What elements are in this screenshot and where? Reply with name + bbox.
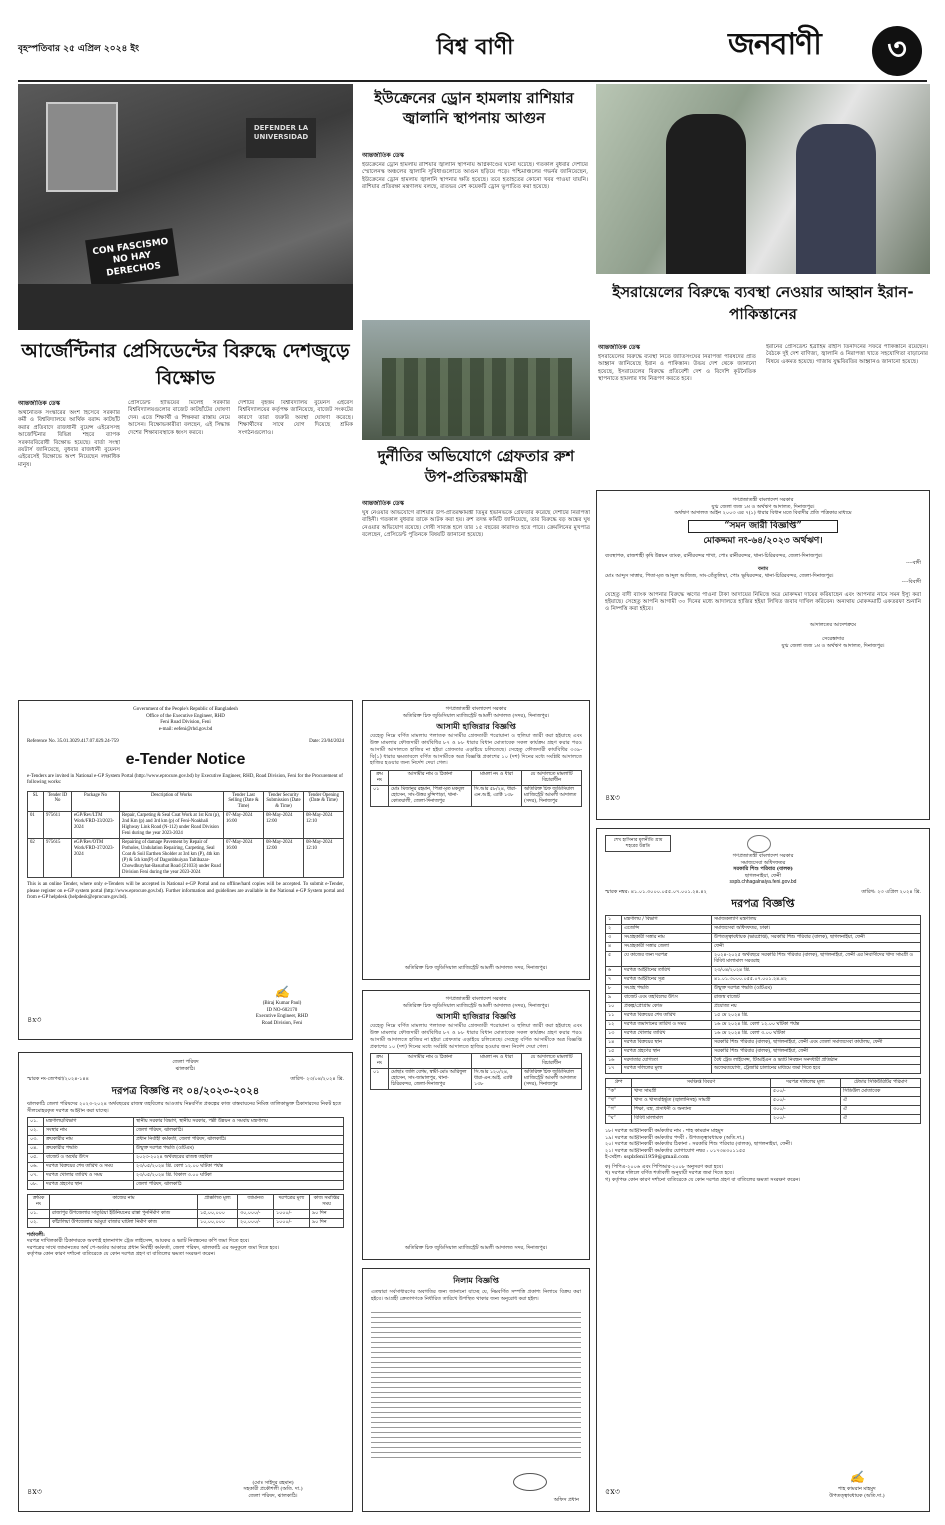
zila-works-table: ক্রমিক নং কাজের নাম প্রাক্কলিত মূল্য জামানত দরপত্রের মূল্য কাজ সমাপ্তির সময় ০১. রাজাপুর উপজেলার সাতুরিয়া ইউনিয়নের রাস্তা পুনর্নির্মাণ কাজ ১৫,০০,০০০ ৩০,০০০/- ১০০০/- ৯০ দিন ০২. কাঁঠালিয়া উপজেলার আমুয়া বাজার ঘাটলা নির্মাণ কাজ ১০,০০,০০০ ২০,০০০/- ১০০০/- ৯০ দিন <box>27 1194 344 1228</box>
zila-parishad-tender <box>18 1052 353 1512</box>
crowd-silhouette <box>18 284 353 330</box>
auction-notice <box>362 1268 590 1512</box>
table-row: ৯ বাজেট এবং তহবিলের উৎস রাজস্ব বাজেট <box>606 993 921 1002</box>
table-row: ০৭. দরপত্র খোলার তারিখ ও সময় ২৩/০৫/২০২৪ খ্রি. বিকাল ৩.০০ ঘটিকা <box>28 1171 344 1180</box>
etender-gov: Government of the People's Republic of Bangladesh <box>133 707 238 712</box>
etender-title: e-Tender Notice <box>125 750 246 768</box>
russia-headline: দুর্নীতির অভিযোগে গ্রেফতার রুশ উপ-প্রতিরক্ষামন্ত্রী <box>377 447 575 486</box>
zila-office: জেলা পরিষদ <box>172 1059 199 1065</box>
summons-title: “সমন জারী বিজ্ঞপ্তি” <box>688 520 838 533</box>
tender3-size: ৫x৩ <box>605 1487 620 1496</box>
summons-plaintiff-role: ----বাদী <box>905 559 921 566</box>
etender-ref: Reference No. 35.01.3029.417.07.029.24-759 <box>27 739 119 744</box>
table-row: “ক” খাদ্য সামগ্রী ৫০০/- সিডিউল মোতাবেক <box>606 1088 921 1097</box>
table-row: ২ এজেন্সি সমাজসেবা অধিদফতর, ঢাকা। <box>606 924 921 933</box>
russia-body: ঘুষ নেওয়ার অভিযোগে রাশিয়ার উপ-প্রতিরক্ষামন্ত্রী তিমুর ইভানভকে গ্রেফতার করেছে দেশটির নিরাপত্তা বাহিনী। গতকাল বুধবার তাকে আটক করা হয়। রুশ তদন্ত কমিটি জানিয়েছে, তার বিরুদ্ধে বড় অঙ্কের ঘুষ নেওয়ার অভিযোগ রয়েছে। দোষী সাব্যস্ত হলে তার ১৫ বছরের কারাদণ্ড হতে পারে। ক্রেমলিনের মুখপাত্র বলেছেন, প্রেসিডেন্ট পুতিনকে বিষয়টি জানানো হয়েছে। <box>362 510 590 539</box>
table-row: ৪ সংগ্রহকারী সত্তার জেলা ফেনী <box>606 942 921 951</box>
argentina-column-2: প্রেসিডেন্ট হাভিয়ের মিলেই সরকারি বিশ্ববিদ্যালয়গুলোর বাজেট কাটছাঁটের ঘোষণা দেন। এতে শিক্ষার্থী ও শিক্ষকরা রাস্তায় নেমে আসেন। বিক্ষোভকারীরা বলছেন, এই সিদ্ধান্ত দেশের শিক্ষাব্যবস্থাকে ধ্বংস করবে। <box>128 400 230 436</box>
etender-col-sl: SL <box>28 791 44 812</box>
court2-body: যেহেতু নিম্নে বর্ণিত মামলায় পলাতক আসামীর গ্রেফতারী পরোয়ানা ও হুলিয়া জারী করা হইয়াছে এবং উক্ত মামলার ফৌজদারী কার্যবিধির ৮৭ ও ৮৮ ধারার বিধান মোতাবেক সকল কার্যক্রম গ্রহণ করার পরও আসামী আদালতে হাজির না হইয়া গ্রেফতার এড়াইয়ে চলিতেছে। সেহেতু বর্ণিত আসামীকে অত্র বিজ্ঞপ্তি প্রকাশের ১০ (দশ) দিনের মধ্যে সংশ্লিষ্ট আদালতে হাজির হওয়ার জন্য নির্দেশ দেয়া গেল। <box>370 1023 582 1050</box>
masthead <box>0 0 945 84</box>
etender-email: e-mail: eefeni@rhd.gov.bd <box>158 726 213 732</box>
table-row: ০১. রাজাপুর উপজেলার সাতুরিয়া ইউনিয়নের রাস্তা পুনর্নির্মাণ কাজ ১৫,০০,০০০ ৩০,০০০/- ১০০০/- ৯০ দিন <box>28 1209 344 1218</box>
etender-col-security: Tender Security Submission (Date & Time) <box>264 791 304 812</box>
court-notice-1: গণপ্রজাতন্ত্রী বাংলাদেশ সরকার অতিরিক্ত চিফ জুডিসিয়াল ম্যাজিস্ট্রেট আমলী আদালত (সদর), দিনাজপুর। আসামী হাজিরার বিজ্ঞপ্তি যেহেতু নিম্নে বর্ণিত মামলায় পলাতক আসামীর গ্রেফতারী পরোয়ানা ও হুলিয়া জারী করা হইয়াছে এবং উক্ত মামলার ফৌজদারী কার্যবিধির ৮৭ ও ৮৮ ধারার বিধান মোতাবেক সকল কার্যক্রম গ্রহণ করার পরও আসামী আদালতে হাজির না হইয়া গ্রেফতার এড়াইয়ে চলিতেছে। সেহেতু ফৌজদারী কার্যবিধির ৩৩৯-বি(১) ধারার ক্ষমতাবলে বর্ণিত আসামীকে অত্র বিজ্ঞপ্তি প্রকাশের ১০ (দশ) দিনের মধ্যে সংশ্লিষ্ট আদালতে হাজির হওয়ার জন্য নির্দেশ দেয়া গেল। ক্রম নং আসামীর নাম ও ঠিকানা মামলা নং ও ধারা যে আদালতে মামলাটি বিচারাধীন ০১ মোঃ মিজানুর রহমান, পিতা-মৃত মকবুল হোসেন, সাং-উত্তর মুন্সিপাড়া, থানা-কোতয়ালী, জেলা-দিনাজপুর সি.আর ৫৮/২৪, ধারা-এন.আই. এ্যাক্ট ১৩৮ অতিরিক্ত চিফ জুডিসিয়াল ম্যাজিস্ট্রেট আমলী আদালত (সদর), দিনাজপুর অতিরিক্ত চিফ জুডিসিয়াল ম্যাজিস্ট্রেট আমলী আদালত সদর, দিনাজপুর। <box>362 700 590 980</box>
auction-office: অফিস প্রধান <box>553 1496 579 1503</box>
etender-col-id: Tender ID No <box>44 791 72 812</box>
summons-plaintiff: ব্যবস্থাপক, রাজশাহী কৃষি উন্নয়ন ব্যাংক, রানীরবন্দর শাখা, পোঃ রানীরবন্দর, থানা-চিরিরবন্দর, জেলা-দিনাজপুর। <box>605 553 823 559</box>
table-row: ০৫. বাজেট ও অর্থের উৎস ২০২৩-২০২৪ অর্থবছরের রাজস্ব তহবিল <box>28 1153 344 1162</box>
table-row: ০১ মোঃ মিজানুর রহমান, পিতা-মৃত মকবুল হোসেন, সাং-উত্তর মুন্সিপাড়া, থানা-কোতয়ালী, জেলা-দিনাজপুর সি.আর ৫৮/২৪, ধারা-এন.আই. এ্যাক্ট ১৩৮ অতিরিক্ত চিফ জুডিসিয়াল ম্যাজিস্ট্রেট আমলী আদালত (সদর), দিনাজপুর <box>371 786 582 807</box>
summons-versus: বনাম <box>758 566 768 572</box>
etender-intro: e-Tenders are invited in National e-GP System Portal (http://www.eprocure.gov.bd) by Executive Engineer, RHD, Road Division, Feni for the Procurement of following works: <box>27 773 343 785</box>
zila-term: দরপত্র দাখিলকারী ঠিকাদারকে অবশ্যই হালনাগাদ ট্রেড লাইসেন্স, আয়কর ও ভ্যাট নিবন্ধনের কপি জমা দিতে হবে। <box>27 1238 250 1245</box>
shishu-paribar-tender: শেখ হাসিনার মূলনীতি গ্রাম শহরের উন্নতি গণপ্রজাতন্ত্রী বাংলাদেশ সরকার সমাজসেবা অধিদফতর সরকারি শিশু পরিবার (বালক) ছাগলনাইয়া, ফেনী sspb.chhagalnaiya.feni.gov.bd স্মারক নম্বর: ৪১.০১.৩০০০.০৫৫.০৭.০০১.২৪.৪২ তারিখ: ২৩ এপ্রিল ২০২৪ খ্রি. দরপত্র বিজ্ঞপ্তি ১ মন্ত্রণালয় / বিভাগ সমাজকল্যাণ মন্ত্রণালয় ২ এজেন্সি সমাজসেবা অধিদফতর, ঢাকা। ৩ সংগ্রহকারী সত্তার নাম উপতত্ত্বাবধায়ক (ভারপ্রাপ্ত), সরকারি শিশু পরিবার (বালক), ছাগলনাইয়া, ফেনী ৪ সংগ্রহকারী সত্তার জেলা ফেনী ৫ যে কাজের জন্য দরপত্র ২০২৪-২০২৫ অর্থবছরে সরকারি শিশু পরিবার (বালক), ছাগলনাইয়া, ফেনী এর নিবাসীদের খাদ্য সামগ্রী ও বিবিধ মালামাল সরবরাহ ৬ দরপত্র আহ্বানের তারিখ ২৩/০৪/২০২৪ খ্রি. ৭ দরপত্র আহ্বানের সূত্র ৪১.০১.৩০০০.০৫৫.০৭.০০১.২৪.৪২ ৮ সংগ্রহ পদ্ধতি উন্মুক্ত দরপত্র পদ্ধতি (ওটিএম) ৯ বাজেট এবং তহবিলের উৎস রাজস্ব বাজেট ১০ প্রকল্প/প্রোগ্রাম কোড প্রযোজ্য নয় ১১ দরপত্র বিক্রয়ের শেষ তারিখ ১৫ মে ২০২৪ খ্রি. ১২ দরপত্র জমাদানের তারিখ ও সময় ১৬ মে ২০২৪ খ্রি. বেলা ১২.০০ ঘটিকা পর্যন্ত ১৩ দরপত্র খোলার তারিখ ১৬ মে ২০২৪ খ্রি. বেলা ৩.০০ ঘটিকা ১৪ দরপত্র বিক্রয়ের স্থান সরকারি শিশু পরিবার (বালক), ছাগলনাইয়া, ফেনী এবং জেলা সমাজসেবা কার্যালয়, ফেনী ১৫ দরপত্র গ্রহণের স্থান সরকারি শিশু পরিবার (বালক), ছাগলনাইয়া, ফেনী ১৬ দরদাতার যোগ্যতা বৈধ ট্রেড লাইসেন্স, টিআইএন ও ভ্যাট নিবন্ধন সনদধারী প্রতিষ্ঠান ১৭ দরপত্র দলিলের মূল্য অফেরতযোগ্য, ট্রেজারি চালানের মাধ্যমে জমা দিতে হবে গ্রুপ সংক্ষিপ্ত বিবরণ দরপত্র দলিলের মূল্য টেন্ডার সিকিউরিটির পরিমাণ “ক” খাদ্য সামগ্রী ৫০০/- সিডিউল মোতাবেক “খ” খাদ্য ও খাদ্যবহির্ভূত (জ্বালানিসহ) সামগ্রী ৫০০/- ঐ “গ” শিক্ষা, বস্ত্র, প্রসাধনী ও অন্যান্য ৩০০/- ঐ “ঘ” বিবিধ মালামাল ২০০/- ঐ ১৮। দরপত্র আহ্বানকারী কর্মকর্তার নাম : শাহ কামরান মাহমুদ ১৯। দরপত্র আহ্বানকারী কর্মকর্তার পদবী : উপতত্ত্বাবধায়ক (অতি.দা.) ২০। দরপত্র আহ্বানকারী কর্মকর্তার ঠিকানা : সরকারি শিশু পরিবার (বালক), ছাগলনাইয়া, ফেনী। ২১। দরপত্র আহ্বানকারী কর্মকর্তার যোগাযোগ নম্বর : ০১৭৩৪৩০১১৫৫ ই-মেইল: sspbfeni1959@gmail.com ক) পিপিএ-২০০৬ এবং পিপিআর-২০০৮ অনুসরণ করা হবে। খ) দরপত্র দলিলে বর্ণিত শর্তাবলী অনুযায়ী দরপত্র জমা দিতে হবে। গ) কর্তৃপক্ষ কোন কারণ দর্শানো ব্যতিরেকে যে কোন দরপত্র গ্রহণ বা বাতিলের ক্ষমতা সংরক্ষণ করেন। ✍ শাহ কামরান মাহমুদ উপতত্ত্বাবধায়ক (অতি.দা.) ৫x৩ <box>596 828 930 1512</box>
masthead-rule <box>18 80 927 82</box>
argentina-protest-photo <box>18 84 353 330</box>
zila-term: কর্তৃপক্ষ কোন কারণ দর্শানো ব্যতিরেকে যে কোন দরপত্র গ্রহণ বা বাতিলের ক্ষমতা সংরক্ষণ করেন। <box>27 1251 216 1258</box>
etender-division: Feni Road Division, Feni <box>160 720 211 725</box>
etender-table <box>27 791 344 879</box>
table-row: “গ” শিক্ষা, বস্ত্র, প্রসাধনী ও অন্যান্য ৩০০/- ঐ <box>606 1106 921 1115</box>
summons-order: আদালতের আদেশক্রমে <box>809 621 857 628</box>
summons-court: যুগ্ম জেলা জজ ১ম ও অর্থঋণ আদালত, দিনাজপুর। <box>711 503 815 510</box>
signature-scribble-icon: ✍ <box>849 1470 865 1484</box>
auction-filler-lines <box>371 1308 581 1458</box>
table-row: ০২. কাঁঠালিয়া উপজেলার আমুয়া বাজার ঘাটলা নির্মাণ কাজ ১০,০০,০০০ ২০,০০০/- ১০০০/- ৯০ দিন <box>28 1218 344 1227</box>
summons-size: ৪x৩ <box>605 792 620 802</box>
etender-col-selling: Tender Last Selling (Date & Time) <box>224 791 264 812</box>
table-row: 01 975611 eGP/Rev/LTM Work/FRD-33/2023-2024 Repair, Carpeting & Seal Coat Work at 1st Km (p), 2nd Km (p) and 3rd km (p) of Feni-Noakhali Highway Link Road (N-112) under Road Division Feni during the year 2023-2024 07-May-2024 16:00 08-May-2024 12:00 08-May-2024 12:10 <box>28 812 344 839</box>
table-row: ০৬. দরপত্র বিক্রয়ের শেষ তারিখ ও সময় ২৩/০৫/২০২৪ খ্রি. বেলা ১২.০০ ঘটিকা পর্যন্ত <box>28 1162 344 1171</box>
zila-place: ঝালকাঠি। <box>175 1065 196 1072</box>
iran-headline: ইসরায়েলের বিরুদ্ধে ব্যবস্থা নেওয়ার আহ্বান ইরান-পাকিস্তানের <box>612 283 914 323</box>
auction-title: নিলাম বিজ্ঞপ্তি <box>453 1275 499 1285</box>
table-row: ১০ প্রকল্প/প্রোগ্রাম কোড প্রযোজ্য নয় <box>606 1002 921 1011</box>
court2-sign: অতিরিক্ত চিফ জুডিসিয়াল ম্যাজিস্ট্রেট আমলী আদালত সদর, দিনাজপুর। <box>404 1244 548 1251</box>
tender3-price-table: গ্রুপ সংক্ষিপ্ত বিবরণ দরপত্র দলিলের মূল্য টেন্ডার সিকিউরিটির পরিমাণ “ক” খাদ্য সামগ্রী ৫০০/- সিডিউল মোতাবেক “খ” খাদ্য ও খাদ্যবহির্ভূত (জ্বালানিসহ) সামগ্রী ৫০০/- ঐ “গ” শিক্ষা, বস্ত্র, প্রসাধনী ও অন্যান্য ৩০০/- ঐ “ঘ” বিবিধ মালামাল ২০০/- ঐ <box>605 1078 921 1124</box>
zila-info-table <box>27 1117 344 1190</box>
summons-body: যেহেতু বাদী ব্যাংক আপনার বিরুদ্ধে ঋণের পাওনা টাকা আদায়ের নিমিত্তে অত্র মোকদ্দমা দায়ের করিয়াছেন এবং আপনার নামে সমন ইস্যু করা হইয়াছে। সেহেতু আপনি আগামী ৩০ দিনের মধ্যে আদালতে হাজির হইয়া লিখিত জবাব দাখিল করিবেন। অন্যথায় মোকদ্দমাটি একতরফা শুনানি ও নিষ্পত্তি করা হইবে। <box>605 591 921 613</box>
ukraine-headline: ইউক্রেনের ড্রোন হামলায় রাশিয়ার জ্বালানি স্থাপনায় আগুন <box>374 89 574 128</box>
zila-intro: ঝালকাঠি জেলা পরিষদের ২০২৩-২০২৪ অর্থবছরের রাজস্ব তহবিলের আওতায় নিম্নবর্ণিত প্রকল্পের কাজ বাস্তবায়নের নিমিত্ত তালিকাভুক্ত ঠিকাদারদের নিকট হতে সীলমোহরকৃত দরপত্র আহ্বান করা যাচ্ছে। <box>27 1101 342 1114</box>
tender3-web: sspb.chhagalnaiya.feni.gov.bd <box>729 879 797 885</box>
date-line: বৃহস্পতিবার ২৫ এপ্রিল ২০২৪ ইং <box>18 44 139 54</box>
table-row: ০২. সংস্থার নাম জেলা পরিষদ, ঝালকাঠি। <box>28 1126 344 1135</box>
table-row: ৭ দরপত্র আহ্বানের সূত্র ৪১.০১.৩০০০.০৫৫.০৭.০০১.২৪.৪২ <box>606 975 921 984</box>
table-row: ৩ সংগ্রহকারী সত্তার নাম উপতত্ত্বাবধায়ক (ভারপ্রাপ্ত), সরকারি শিশু পরিবার (বালক), ছাগলনাইয়া, ফেনী <box>606 933 921 942</box>
court2-table: ক্রম নং আসামীর নাম ও ঠিকানা মামলা নং ও ধারা যে আদালতে মামলাটি বিচারাধীন ০১ মোছাঃ জলি বেগম, স্বামী-মোঃ আরিফুল হোসেন, সাং-জামালপুর, থানা-চিরিরবন্দর, জেলা-দিনাজপুর সি.আর ১২০/২৪, ধারা-এন.আই. এ্যাক্ট ১৩৮ অতিরিক্ত চিফ জুডিসিয়াল ম্যাজিস্ট্রেট আমলী আদালত (সদর), দিনাজপুর <box>370 1053 582 1090</box>
etender-footer: This is an online Tender, where only e-Tenders will be accepted in National e-GP Portal and no offline/hard copies will be accepted. To submit e-Tender, please register on e-GP system portal (http://www.eprocure.gov.bd). Further information and guidelines are available in the National e-GP System portal and from e-GP helpdesk (helpdesk@eprocure.gov.bd). <box>27 882 344 901</box>
iran-desk: আন্তর্জাতিক ডেস্ক <box>598 344 640 351</box>
russia-soldiers-photo <box>362 320 590 440</box>
auction-body: এতদ্বারা সর্বসাধারণের অবগতির জন্য জানানো যাচ্ছে যে, নিম্নবর্ণিত সম্পত্তি প্রকাশ্য নিলামে বিক্রয় করা হইবে। আগ্রহী ক্রেতাগণকে নির্ধারিত তারিখে উপস্থিত থাকার জন্য অনুরোধ করা হইল। <box>371 1289 581 1302</box>
summons-act: অর্থঋণ আদালত আইন ২০০৩ এর ৭(১) ধারার বিধান মতে বিবাদীর প্রতি পত্রিকার মাধ্যমে <box>674 510 852 516</box>
summons-case: মোকদ্দমা নং-৬৪/২০২৩ অর্থঋণ। <box>703 535 823 546</box>
argentina-column-3: দেশটির বৃহত্তম বিশ্ববিদ্যালয় বুয়েনস এইরেস বিশ্ববিদ্যালয়ের কর্তৃপক্ষ জানিয়েছে, বাজেট সংকটের কারণে তারা জরুরি অবস্থা ঘোষণা করেছে। শিক্ষার্থীদের সাথে যোগ দিয়েছে শ্রমিক সংগঠনগুলোও। <box>238 400 353 436</box>
iran-column-1: ইসরায়েলের বিরুদ্ধে ব্যবস্থা নিতে জাতিসংঘের নিরাপত্তা পরিষদের প্রতি আহ্বান জানিয়েছে ইরান ও পাকিস্তান। উভয় দেশ থেকে জানানো হয়েছে, ইসরায়েলের বিরুদ্ধে প্রতিবেশী দেশ ও বিদেশি কূটনৈতিক স্থাপনাতে হামলার দায় নিরূপণ করতে হবে। <box>598 354 756 383</box>
argentina-headline: আর্জেন্টিনার প্রেসিডেন্টের বিরুদ্ধে দেশজুড়ে বিক্ষোভ <box>21 340 350 389</box>
office-seal-icon <box>513 1473 547 1491</box>
summons-clerk: সেরেস্তাদার <box>822 636 844 643</box>
argentina-desk: আন্তর্জাতিক ডেস্ক <box>18 400 60 407</box>
tender3-notes: ১৮। দরপত্র আহ্বানকারী কর্মকর্তার নাম : শাহ কামরান মাহমুদ ১৯। দরপত্র আহ্বানকারী কর্মকর্তার পদবী : উপতত্ত্বাবধায়ক (অতি.দা.) ২০। দরপত্র আহ্বানকারী কর্মকর্তার ঠিকানা : সরকারি শিশু পরিবার (বালক), ছাগলনাইয়া, ফেনী। ২১। দরপত্র আহ্বানকারী কর্মকর্তার যোগাযোগ নম্বর : ০১৭৩৪৩০১১৫৫ ই-মেইল: sspbfeni1959@gmail.com <box>605 1128 792 1161</box>
table-row: ১৭ দরপত্র দলিলের মূল্য অফেরতযোগ্য, ট্রেজারি চালানের মাধ্যমে জমা দিতে হবে <box>606 1065 921 1074</box>
etender-size: ৪x৩ <box>27 1015 42 1024</box>
table-row: ১১ দরপত্র বিক্রয়ের শেষ তারিখ ১৫ মে ২০২৪ খ্রি. <box>606 1011 921 1020</box>
page-number-badge: ৩ <box>872 26 922 76</box>
etender-signature: ✍ (Biraj Kumar Paul) ID NO-602170 Executive Engineer, RHD Road Division, Feni <box>222 985 342 1027</box>
table-row: “ঘ” বিবিধ মালামাল ২০০/- ঐ <box>606 1115 921 1124</box>
tender3-side-note: শেখ হাসিনার মূলনীতি গ্রাম শহরের উন্নতি <box>605 835 671 852</box>
court1-table: ক্রম নং আসামীর নাম ও ঠিকানা মামলা নং ও ধারা যে আদালতে মামলাটি বিচারাধীন ০১ মোঃ মিজানুর রহমান, পিতা-মৃত মকবুল হোসেন, সাং-উত্তর মুন্সিপাড়া, থানা-কোতয়ালী, জেলা-দিনাজপুর সি.আর ৫৮/২৪, ধারা-এন.আই. এ্যাক্ট ১৩৮ অতিরিক্ত চিফ জুডিসিয়াল ম্যাজিস্ট্রেট আমলী আদালত (সদর), দিনাজপুর <box>370 770 582 807</box>
table-row: ০১. মন্ত্রণালয়/বিভাগ স্থানীয় সরকার বিভাগ, স্থানীয় সরকার, পল্লী উন্নয়ন ও সমবায় মন্ত্রণালয় <box>28 1118 344 1127</box>
court-notice-2: গণপ্রজাতন্ত্রী বাংলাদেশ সরকার অতিরিক্ত চিফ জুডিসিয়াল ম্যাজিস্ট্রেট আমলী আদালত (সদর), দিনাজপুর। আসামী হাজিরার বিজ্ঞপ্তি যেহেতু নিম্নে বর্ণিত মামলায় পলাতক আসামীর গ্রেফতারী পরোয়ানা ও হুলিয়া জারী করা হইয়াছে এবং উক্ত মামলার ফৌজদারী কার্যবিধির ৮৭ ও ৮৮ ধারার বিধান মোতাবেক সকল কার্যক্রম গ্রহণ করার পরও আসামী আদালতে হাজির না হইয়া গ্রেফতার এড়াইয়ে চলিতেছে। সেহেতু বর্ণিত আসামীকে অত্র বিজ্ঞপ্তি প্রকাশের ১০ (দশ) দিনের মধ্যে সংশ্লিষ্ট আদালতে হাজির হওয়ার জন্য নির্দেশ দেয়া গেল। ক্রম নং আসামীর নাম ও ঠিকানা মামলা নং ও ধারা যে আদালতে মামলাটি বিচারাধীন ০১ মোছাঃ জলি বেগম, স্বামী-মোঃ আরিফুল হোসেন, সাং-জামালপুর, থানা-চিরিরবন্দর, জেলা-দিনাজপুর সি.আর ১২০/২৪, ধারা-এন.আই. এ্যাক্ট ১৩৮ অতিরিক্ত চিফ জুডিসিয়াল ম্যাজিস্ট্রেট আমলী আদালত (সদর), দিনাজপুর অতিরিক্ত চিফ জুডিসিয়াল ম্যাজিস্ট্রেট আমলী আদালত সদর, দিনাজপুর। <box>362 990 590 1260</box>
table-row: ০৩. ক্রয়কারীর নাম প্রধান নির্বাহী কর্মকর্তা, জেলা পরিষদ, ঝালকাঠি। <box>28 1135 344 1144</box>
table-row: ০৮. দরপত্র গ্রহণের স্থান জেলা পরিষদ, ঝালকাঠি <box>28 1180 344 1189</box>
tender3-info-table <box>605 915 921 1075</box>
ukraine-desk: আন্তর্জাতিক ডেস্ক <box>362 152 404 159</box>
table-row: ০১ মোছাঃ জলি বেগম, স্বামী-মোঃ আরিফুল হোসেন, সাং-জামালপুর, থানা-চিরিরবন্দর, জেলা-দিনাজপুর সি.আর ১২০/২৪, ধারা-এন.আই. এ্যাক্ট ১৩৮ অতিরিক্ত চিফ জুডিসিয়াল ম্যাজিস্ট্রেট আমলী আদালত (সদর), দিনাজপুর <box>371 1069 582 1090</box>
protest-portrait-banner <box>46 102 118 192</box>
sharif-figure <box>796 124 876 274</box>
zila-memo-row <box>27 1076 344 1083</box>
court1-body: যেহেতু নিম্নে বর্ণিত মামলায় পলাতক আসামীর গ্রেফতারী পরোয়ানা ও হুলিয়া জারী করা হইয়াছে এবং উক্ত মামলার ফৌজদারী কার্যবিধির ৮৭ ও ৮৮ ধারার বিধান মোতাবেক সকল কার্যক্রম গ্রহণ করার পরও আসামী আদালতে হাজির না হইয়া গ্রেফতার এড়াইয়ে চলিতেছে। সেহেতু ফৌজদারী কার্যবিধির ৩৩৯-বি(১) ধারার ক্ষমতাবলে বর্ণিত আসামীকে অত্র বিজ্ঞপ্তি প্রকাশের ১০ (দশ) দিনের মধ্যে সংশ্লিষ্ট আদালতে হাজির হওয়ার জন্য নির্দেশ দেয়া গেল। <box>370 733 582 767</box>
protest-sign-left: CON FASCISMO NO HAY DERECHOS <box>85 228 179 288</box>
iran-column-2: ইরানের প্রেসিডেন্ট ইব্রাহিম রাইসি তিনদিনের সফরে পাকিস্তানে রয়েছেন। বৈঠকে দুই দেশ বাণিজ্য, জ্বালানি ও নিরাপত্তা খাতে সহযোগিতা বাড়ানোর বিষয়ে একমত হয়েছে। গাজায় যুদ্ধবিরতির আহ্বানও জানানো হয়েছে। <box>766 344 928 365</box>
bangladesh-emblem-icon <box>747 835 771 853</box>
table-row: ১ মন্ত্রণালয় / বিভাগ সমাজকল্যাণ মন্ত্রণালয় <box>606 915 921 924</box>
table-row: ০৪. ক্রয়কারীর পদ্ধতি উন্মুক্ত দরপত্র পদ্ধতি (ওটিএম) <box>28 1144 344 1153</box>
tender3-signature: ✍ শাহ কামরান মাহমুদ উপতত্ত্বাবধায়ক (অতি.দা.) <box>797 1470 917 1499</box>
zila-memo: স্মারক নং-জেপঝা/২০২৪-১৪৪ <box>27 1076 89 1082</box>
newspaper-logo: জনবাণী <box>728 27 821 62</box>
court1-sign: অতিরিক্ত চিফ জুডিসিয়াল ম্যাজিস্ট্রেট আমলী আদালত সদর, দিনাজপুর। <box>404 964 548 971</box>
tender3-conditions: ক) পিপিএ-২০০৬ এবং পিপিআর-২০০৮ অনুসরণ করা হবে। খ) দরপত্র দলিলে বর্ণিত শর্তাবলী অনুযায়ী দরপত্র জমা দিতে হবে। গ) কর্তৃপক্ষ কোন কারণ দর্শানো ব্যতিরেকে যে কোন দরপত্র গ্রহণ বা বাতিলের ক্ষমতা সংরক্ষণ করেন। <box>605 1163 801 1183</box>
e-tender-notice <box>18 700 353 1040</box>
summons-notice <box>596 490 930 820</box>
zila-date: তারিখ- ২৩/০৪/২০২৪ খ্রি. <box>290 1076 344 1082</box>
summons-clerk-court: যুগ্ম জেলা জজ ১ম ও অর্থঋণ আদালত, দিনাজপুর। <box>781 642 885 649</box>
tender3-title: দরপত্র বিজ্ঞপ্তি <box>731 897 795 910</box>
table-row: ১২ দরপত্র জমাদানের তারিখ ও সময় ১৬ মে ২০২৪ খ্রি. বেলা ১২.০০ ঘটিকা পর্যন্ত <box>606 1020 921 1029</box>
court2-title: আসামী হাজিরার বিজ্ঞপ্তি <box>436 1011 516 1021</box>
argentina-column-1: অর্থনৈতিক সংস্কারের অংশ হিসেবে সরকারি কর্মী ও বিশ্ববিদ্যালয়ে আর্থিক বরাদ্দ কাটছাঁট করার প্রতিবাদে রাজধানী বুয়েন্স এইরেসসহ আর্জেন্টিনার বিভিন্ন শহরে ব্যাপক সরকারবিরোধী বিক্ষোভ হয়েছে। বার্তা সংস্থা রয়টার্স জানিয়েছে, বুধবার রাজধানী বুয়েনস এইরেসেই বিক্ষোভে অংশ নিয়েছেন লক্ষাধিক মানুষ। <box>18 410 120 468</box>
etender-office: Office of the Executive Engineer, RHD <box>146 713 225 719</box>
table-row: ১৩ দরপত্র খোলার তারিখ ১৬ মে ২০২৪ খ্রি. বেলা ৩.০০ ঘটিকা <box>606 1029 921 1038</box>
summons-gov: গণপ্রজাতন্ত্রী বাংলাদেশ সরকার <box>732 497 794 503</box>
zila-size: ৪x৩ <box>27 1487 42 1496</box>
zila-title: দরপত্র বিজ্ঞপ্তি নং ০৪/২০২৩-২০২৪ <box>111 1085 260 1097</box>
table-row: ১৬ দরদাতার যোগ্যতা বৈধ ট্রেড লাইসেন্স, টিআইএন ও ভ্যাট নিবন্ধন সনদধারী প্রতিষ্ঠান <box>606 1056 921 1065</box>
court1-title: আসামী হাজিরার বিজ্ঞপ্তি <box>436 721 516 731</box>
soldiers-group <box>382 358 572 436</box>
table-row: ৮ সংগ্রহ পদ্ধতি উন্মুক্ত দরপত্র পদ্ধতি (ওটিএম) <box>606 984 921 993</box>
russia-desk: আন্তর্জাতিক ডেস্ক <box>362 500 404 507</box>
table-row: ১৫ দরপত্র গ্রহণের স্থান সরকারি শিশু পরিবার (বালক), ছাগলনাইয়া, ফেনী <box>606 1047 921 1056</box>
zila-signature: (মোঃ সাইদুর রহমান) সহকারী প্রকৌশলী (অতি. দা.) জেলা পরিষদ, ঝালকাঠি। <box>243 1479 303 1499</box>
table-row: ১৪ দরপত্র বিক্রয়ের স্থান সরকারি শিশু পরিবার (বালক), ছাগলনাইয়া, ফেনী এবং জেলা সমাজসেবা কার্যালয়, ফেনী <box>606 1038 921 1047</box>
protest-sign-right: DEFENDER LA UNIVERSIDAD <box>246 118 316 158</box>
etender-col-desc: Description of Works <box>120 791 224 812</box>
etender-col-package: Package No <box>72 791 120 812</box>
raisi-figure <box>666 114 746 274</box>
summons-defendant-role: ----বিবাদী <box>901 579 921 585</box>
etender-date: Date: 23/04/2024 <box>309 739 344 744</box>
signature-scribble-icon: ✍ <box>274 985 290 999</box>
table-row: “খ” খাদ্য ও খাদ্যবহির্ভূত (জ্বালানিসহ) সামগ্রী ৫০০/- ঐ <box>606 1097 921 1106</box>
etender-ref-row <box>27 739 344 746</box>
section-title: বিশ্ব বাণী <box>436 35 514 60</box>
zila-terms-title: শর্তাবলী: <box>27 1231 45 1238</box>
table-row: ৫ যে কাজের জন্য দরপত্র ২০২৪-২০২৫ অর্থবছরে সরকারি শিশু পরিবার (বালক), ছাগলনাইয়া, ফেনী এর নিবাসীদের খাদ্য সামগ্রী ও বিবিধ মালামাল সরবরাহ <box>606 951 921 966</box>
etender-col-opening: Tender Opening (Date & Time) <box>304 791 344 812</box>
zila-term: দরপত্রের সাথে জামানতের অর্থ পে-অর্ডার আকারে প্রধান নির্বাহী কর্মকর্তা, জেলা পরিষদ, ঝালকাঠি এর অনুকূলে জমা দিতে হবে। <box>27 1244 280 1251</box>
table-row: ৬ দরপত্র আহ্বানের তারিখ ২৩/০৪/২০২৪ খ্রি. <box>606 966 921 975</box>
table-row: 02 975615 eGP/Rev/OTM Work/FRD-37/2023-2024 Repairing of damage Pavement by Repair of Potholes, Undulation Repairing, Carpeting, Seal Coat & Soil Earthen Sholder at 3rd km (P), 4th km (P) & 5th km(P) of Dagonbhuiyan Taltibazar-Chowdhuryhat-Basurhat Road (Z1033) under Road Division Feni during the year 2023-2024 07-May-2024 16:00 08-May-2024 12:00 08-May-2024 12:10 <box>28 839 344 878</box>
iran-pakistan-photo <box>596 84 930 274</box>
summons-defendant: মোঃ আব্দুস সাত্তার, পিতা-মৃত আব্দুল আজিজ, সাং-তেঁতুলিয়া, পোঃ ভূষিরবন্দর, থানা-চিরিরবন্দর, জেলা-দিনাজপুর। <box>605 572 834 579</box>
ukraine-body: ইউক্রেনের ড্রোন হামলায় রাশিয়ার জ্বালানি স্থাপনায় অগ্নিকাণ্ডের ঘটনা ঘটেছে। গতকাল বুধবার দেশটির স্মোলেনস্ক অঞ্চলের জ্বালানি সুবিধাগুলোতে আগুন ছড়িয়ে পড়ে। পশ্চিমাঞ্চলের গভর্নর জানিয়েছেন, ইউক্রেনের ড্রোন হামলায় জ্বালানি স্থাপনার ক্ষতি হয়েছে। তবে হতাহতের কোনো খবর পাওয়া যায়নি। রাশিয়ার প্রতিরক্ষা মন্ত্রণালয় বলছে, রাতভর বেশ কয়েকটি ড্রোন ভূপাতিত করা হয়েছে। <box>362 162 588 191</box>
tender3-memo-row: স্মারক নম্বর: ৪১.০১.৩০০০.০৫৫.০৭.০০১.২৪.৪২ তারিখ: ২৩ এপ্রিল ২০২৪ খ্রি. <box>605 888 921 895</box>
